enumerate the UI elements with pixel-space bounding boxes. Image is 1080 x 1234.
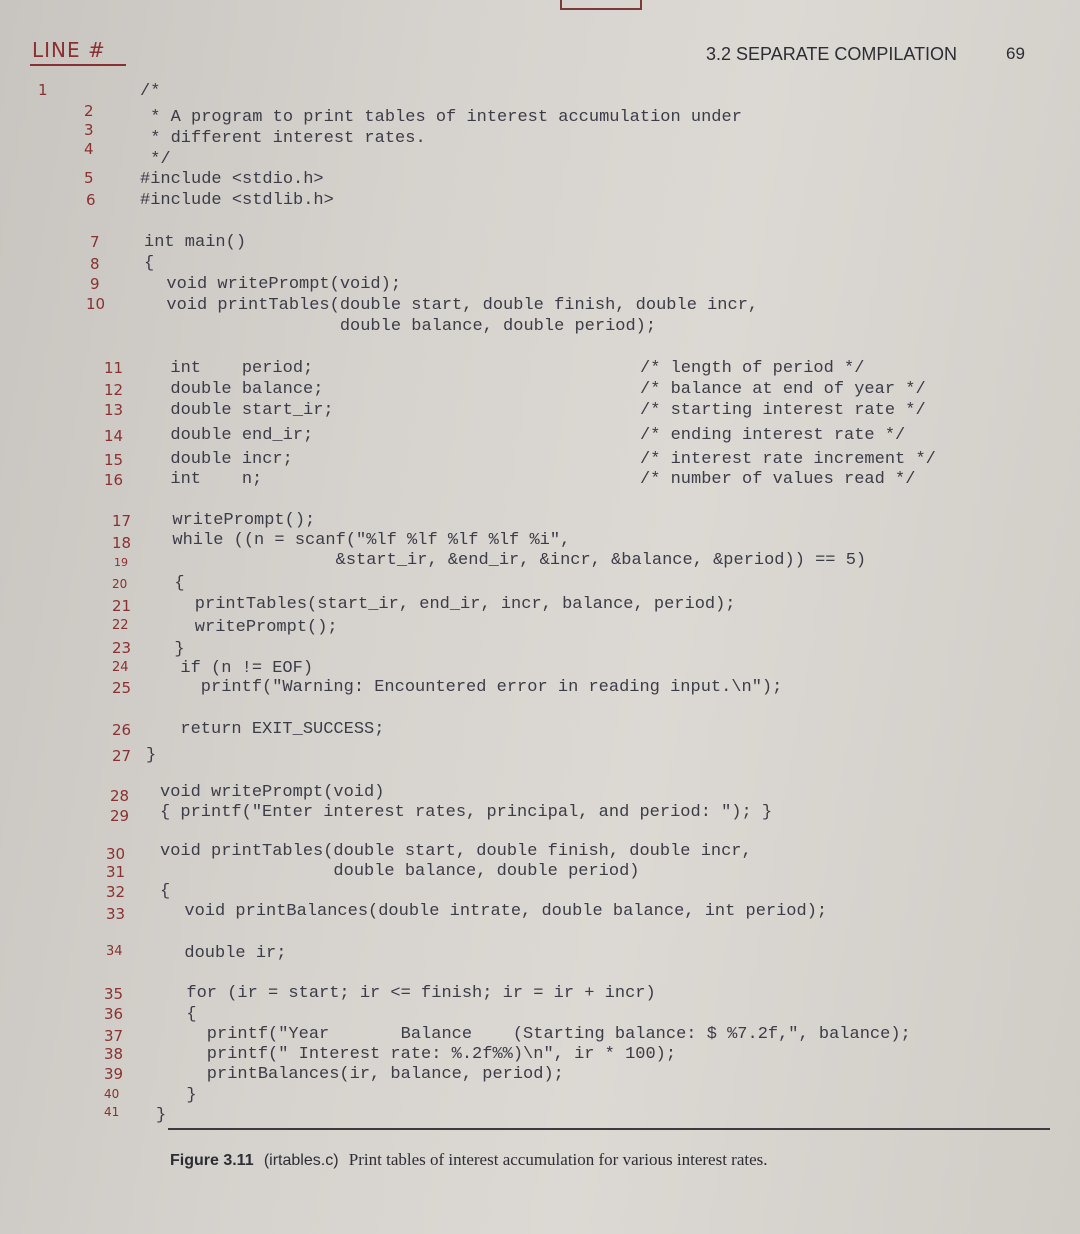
code-line: writePrompt();	[154, 618, 338, 637]
line-number: 12	[104, 381, 124, 399]
code-line: printf("Year Balance (Starting balance: $ %7.2f,", balance);	[166, 1025, 911, 1044]
line-number: 28	[110, 787, 130, 805]
line-number: 37	[104, 1027, 124, 1045]
line-number: 17	[112, 512, 132, 530]
code-line: if (n != EOF)	[160, 659, 314, 678]
code-line: {	[160, 882, 171, 901]
code-line: printBalances(ir, balance, period);	[166, 1065, 564, 1084]
section-title: 3.2 SEPARATE COMPILATION	[706, 44, 958, 64]
line-number: 20	[112, 577, 128, 591]
code-line: int main()	[144, 233, 247, 252]
line-number: 31	[106, 863, 126, 881]
code-comment: /* starting interest rate */	[640, 401, 926, 420]
code-line: {	[154, 574, 185, 593]
page-tab-marker	[560, 0, 642, 10]
line-number: 29	[110, 807, 130, 825]
code-line: }	[146, 746, 157, 765]
code-line: void printTables(double start, double finish, double incr,	[160, 842, 752, 861]
figure-rule	[168, 1128, 1050, 1130]
code-comment: /* length of period */	[640, 359, 865, 378]
code-line: void printTables(double start, double finish, double incr,	[146, 296, 759, 315]
code-line: void printBalances(double intrate, double balance, int period);	[164, 902, 828, 921]
code-line: double balance, double period)	[160, 862, 640, 881]
line-number: 1	[38, 81, 48, 99]
line-number: 30	[106, 845, 126, 863]
handwritten-underline	[30, 64, 126, 66]
code-line: {	[144, 254, 155, 273]
code-comment: /* ending interest rate */	[640, 426, 906, 445]
line-number: 16	[104, 471, 124, 489]
figure-file: (irtables.c)	[263, 1152, 339, 1169]
line-number: 9	[90, 275, 100, 293]
line-number: 23	[112, 639, 132, 657]
code-line: double balance, double period);	[146, 317, 657, 336]
code-line: printTables(start_ir, end_ir, incr, balance, period);	[154, 595, 736, 614]
line-number: 15	[104, 451, 124, 469]
code-line: return EXIT_SUCCESS;	[160, 720, 385, 739]
line-number: 10	[86, 295, 106, 313]
line-number: 40	[104, 1087, 120, 1101]
line-number: 32	[106, 883, 126, 901]
code-line: /*	[140, 82, 161, 101]
code-line: double ir;	[164, 944, 287, 963]
code-line: double incr;	[150, 450, 293, 469]
handwritten-line-header: LINE #	[32, 38, 106, 62]
code-line: {	[166, 1005, 197, 1024]
line-number: 36	[104, 1005, 124, 1023]
line-number: 14	[104, 427, 124, 445]
line-number: 21	[112, 597, 132, 615]
code-line: double balance;	[150, 380, 324, 399]
line-number: 19	[114, 556, 128, 569]
code-comment: /* interest rate increment */	[640, 450, 936, 469]
line-number: 18	[112, 534, 132, 552]
code-line: void writePrompt(void);	[146, 275, 402, 294]
code-line: &start_ir, &end_ir, &incr, &balance, &period)) == 5)	[152, 551, 867, 570]
code-line: }	[156, 1106, 167, 1125]
line-number: 22	[112, 618, 129, 633]
code-line: */	[140, 150, 171, 169]
line-number: 3	[84, 121, 94, 139]
code-line: writePrompt();	[152, 511, 316, 530]
line-number: 4	[84, 140, 94, 158]
code-line: void writePrompt(void)	[160, 783, 385, 802]
code-line: printf("Warning: Encountered error in reading input.\n");	[160, 678, 783, 697]
code-line: * A program to print tables of interest accumulation under	[140, 108, 742, 127]
code-line: int period;	[150, 359, 314, 378]
line-number: 8	[90, 255, 100, 273]
code-line: #include <stdio.h>	[140, 170, 324, 189]
code-line: printf(" Interest rate: %.2f%%)\n", ir * 100);	[166, 1045, 677, 1064]
figure-label: Figure 3.11	[170, 1152, 254, 1169]
line-number: 35	[104, 985, 124, 1003]
code-line: for (ir = start; ir <= finish; ir = ir + incr)	[166, 984, 656, 1003]
line-number: 27	[112, 747, 132, 765]
line-number: 38	[104, 1045, 124, 1063]
line-number: 6	[86, 191, 96, 209]
code-line: }	[154, 640, 185, 659]
line-number: 13	[104, 401, 124, 419]
line-number: 7	[90, 233, 100, 251]
line-number: 11	[104, 359, 124, 377]
page-number: 69	[1006, 44, 1025, 63]
code-line: double end_ir;	[150, 426, 314, 445]
figure-caption	[170, 1150, 768, 1170]
code-line: #include <stdlib.h>	[140, 191, 334, 210]
line-number: 5	[84, 169, 94, 187]
line-number: 33	[106, 905, 126, 923]
code-line: }	[166, 1086, 197, 1105]
code-comment: /* balance at end of year */	[640, 380, 926, 399]
code-line: while ((n = scanf("%lf %lf %lf %lf %i",	[152, 531, 571, 550]
line-number: 26	[112, 721, 132, 739]
line-number: 41	[104, 1105, 120, 1119]
line-number: 2	[84, 102, 94, 120]
line-number: 39	[104, 1065, 124, 1083]
code-line: { printf("Enter interest rates, principal, and period: "); }	[160, 803, 773, 822]
code-comment: /* number of values read */	[640, 470, 916, 489]
code-line: double start_ir;	[150, 401, 334, 420]
line-number: 34	[106, 944, 123, 959]
code-line: * different interest rates.	[140, 129, 426, 148]
code-line: int n;	[150, 470, 263, 489]
line-number: 24	[112, 660, 129, 675]
line-number: 25	[112, 679, 132, 697]
figure-caption-text: Print tables of interest accumulation for various interest rates.	[348, 1150, 768, 1169]
